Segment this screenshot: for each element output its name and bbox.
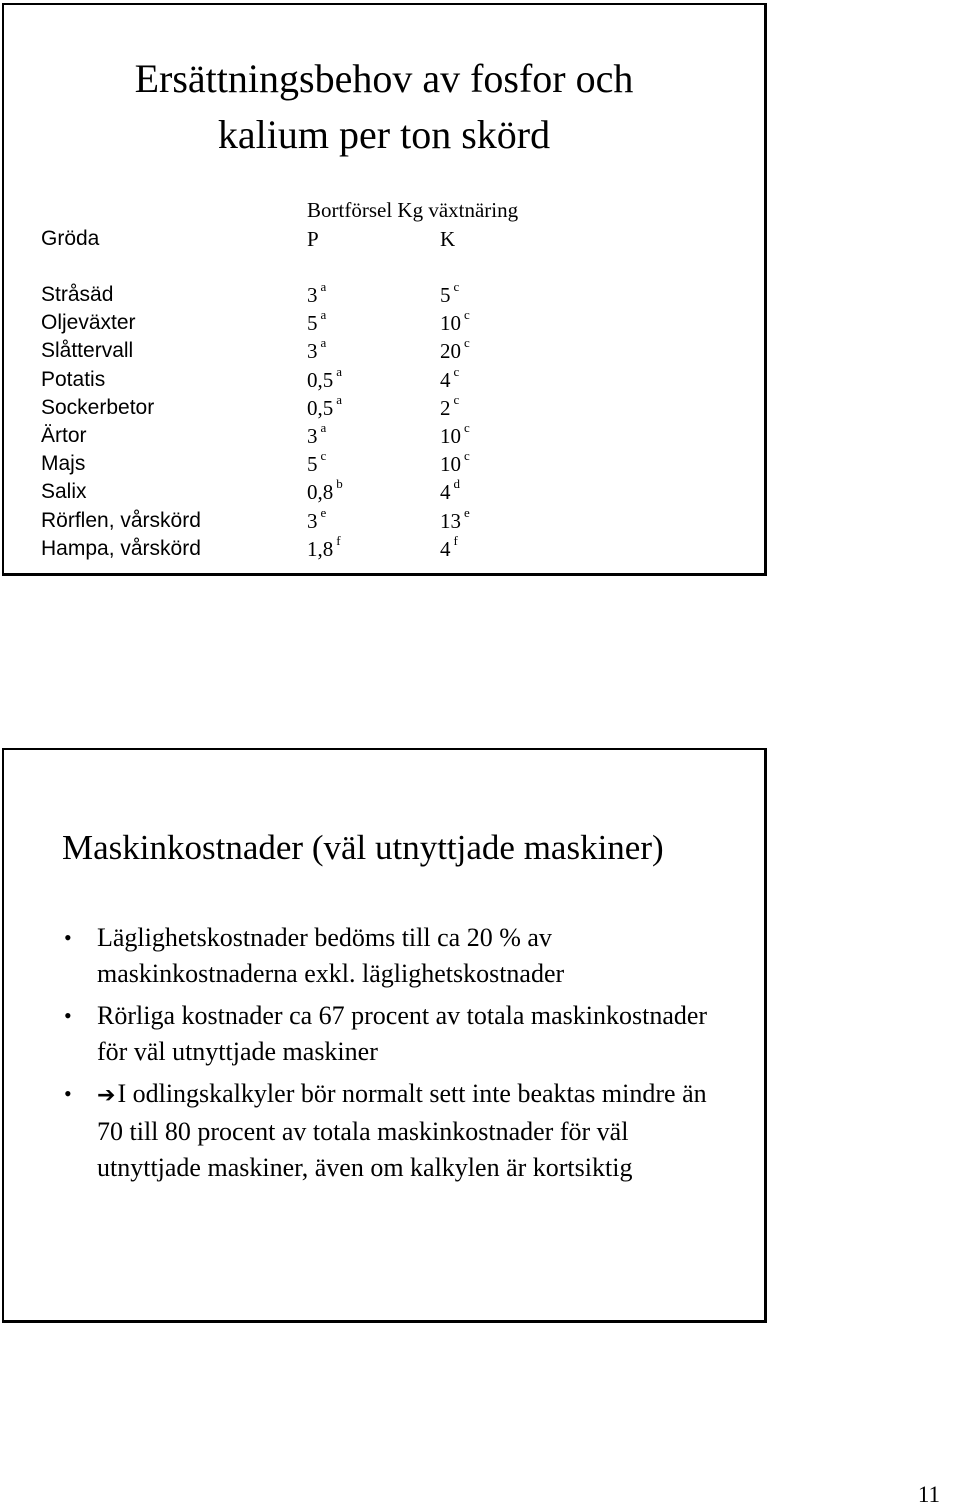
p-footnote: a xyxy=(320,279,327,294)
table-row xyxy=(4,476,764,508)
crop-name: Oljeväxter xyxy=(41,311,136,335)
bullet-list xyxy=(64,920,724,1192)
table-row xyxy=(4,504,764,537)
crop-name: Potatis xyxy=(41,367,106,391)
table-header-k: K xyxy=(440,227,456,251)
table-row xyxy=(4,532,764,565)
p-footnote: a xyxy=(320,335,327,351)
crop-name: Stråsäd xyxy=(41,283,114,306)
k-amount: 2 xyxy=(440,395,451,420)
k-value xyxy=(440,448,470,477)
k-value xyxy=(440,420,470,449)
k-amount: 10 xyxy=(440,452,461,477)
bullet-dot-icon: • xyxy=(64,925,72,950)
slide-title: Maskinkostnader (väl utnyttjade maskiner) xyxy=(62,828,664,867)
bullet-dot-icon: • xyxy=(64,1081,72,1106)
k-footnote: d xyxy=(453,476,460,492)
table-row xyxy=(4,307,764,339)
page-number: 11 xyxy=(917,1482,940,1507)
k-value xyxy=(440,504,470,534)
k-amount: 4 xyxy=(440,367,451,392)
slide-machine-costs xyxy=(2,748,767,1323)
p-amount: 1,8 xyxy=(307,536,334,561)
crop-name: Majs xyxy=(41,452,86,476)
k-value xyxy=(440,335,470,364)
k-footnote: c xyxy=(464,335,470,351)
p-footnote: c xyxy=(320,448,327,464)
p-footnote: a xyxy=(320,420,327,435)
p-amount: 0,8 xyxy=(307,480,334,505)
k-amount: 10 xyxy=(440,311,461,336)
k-value xyxy=(440,307,470,336)
p-footnote: b xyxy=(336,476,343,492)
k-footnote: e xyxy=(464,504,470,520)
p-footnote: e xyxy=(320,504,327,520)
k-amount: 4 xyxy=(440,480,451,505)
table-header-removal: Bortförsel Kg växtnäring xyxy=(307,198,519,222)
p-value xyxy=(307,335,327,364)
p-value xyxy=(307,391,343,421)
k-amount: 20 xyxy=(440,339,461,364)
k-footnote: c xyxy=(464,448,470,464)
k-value xyxy=(440,279,460,308)
k-value xyxy=(440,532,458,562)
table-row xyxy=(4,420,764,452)
k-value xyxy=(440,391,460,421)
bullet-text: Läglighetskostnader bedöms till ca 20 % av maskinkostnaderna exkl. läglighetskostnader xyxy=(97,923,565,988)
p-amount: 3 xyxy=(307,283,318,307)
slide-title-line-1: Ersättningsbehov av fosfor och xyxy=(134,56,634,101)
arrow-right-icon: ➔ xyxy=(97,1083,116,1108)
k-footnote: c xyxy=(453,391,460,407)
p-value xyxy=(307,307,327,336)
k-amount: 10 xyxy=(440,424,461,448)
p-value xyxy=(307,476,343,505)
p-value xyxy=(307,448,327,477)
crop-name: Hampa, vårskörd xyxy=(41,536,201,560)
slide-title-line-2: kalium per ton skörd xyxy=(217,112,551,157)
p-value xyxy=(307,504,327,534)
bullet-dot-icon: • xyxy=(64,1003,72,1028)
crop-name: Salix xyxy=(41,480,87,504)
k-footnote: f xyxy=(453,532,458,548)
table-header-p: P xyxy=(307,227,319,251)
bullet-text: I odlingskalkyler bör normalt sett inte beaktas mindre än 70 till 80 procent av totala maskinkostnader för väl utnyttjade maskiner, även om kalkylen är kortsiktig xyxy=(97,1079,707,1182)
p-amount: 3 xyxy=(307,339,318,364)
bullet-item xyxy=(64,998,724,1070)
k-amount: 13 xyxy=(440,508,461,533)
bullet-item xyxy=(64,920,724,992)
p-amount: 3 xyxy=(307,508,318,533)
p-value xyxy=(307,532,341,562)
crop-name: Ärtor xyxy=(41,424,87,447)
p-footnote: a xyxy=(336,391,343,407)
table-row xyxy=(4,279,764,311)
k-value xyxy=(440,476,460,505)
table-row xyxy=(4,391,764,424)
bullet-item xyxy=(64,1076,724,1186)
p-footnote: a xyxy=(320,307,327,323)
p-value xyxy=(307,279,327,308)
p-amount: 3 xyxy=(307,424,318,448)
p-value xyxy=(307,420,327,449)
k-amount: 4 xyxy=(440,536,451,561)
table-row xyxy=(4,448,764,480)
table-row xyxy=(4,335,764,367)
k-footnote: c xyxy=(464,307,470,323)
crop-name: Slåttervall xyxy=(41,339,134,363)
bullet-text: Rörliga kostnader ca 67 procent av totala maskinkostnader för väl utnyttjade maskiner xyxy=(97,1001,708,1066)
table-header-crop: Gröda xyxy=(41,227,100,250)
k-amount: 5 xyxy=(440,283,451,307)
p-amount: 5 xyxy=(307,452,318,477)
slide-title xyxy=(4,51,764,163)
k-footnote: c xyxy=(453,279,460,294)
crop-name: Sockerbetor xyxy=(41,395,155,419)
p-value xyxy=(307,363,343,393)
p-footnote: f xyxy=(336,532,341,548)
crop-name: Rörflen, vårskörd xyxy=(41,508,201,532)
p-footnote: a xyxy=(336,363,343,379)
p-amount: 5 xyxy=(307,311,318,336)
p-amount: 0,5 xyxy=(307,395,334,420)
k-footnote: c xyxy=(453,363,460,379)
p-amount: 0,5 xyxy=(307,367,334,392)
table-row xyxy=(4,363,764,396)
slide-phosphorus-potassium xyxy=(2,3,767,576)
k-value xyxy=(440,363,460,393)
k-footnote: c xyxy=(464,420,470,435)
